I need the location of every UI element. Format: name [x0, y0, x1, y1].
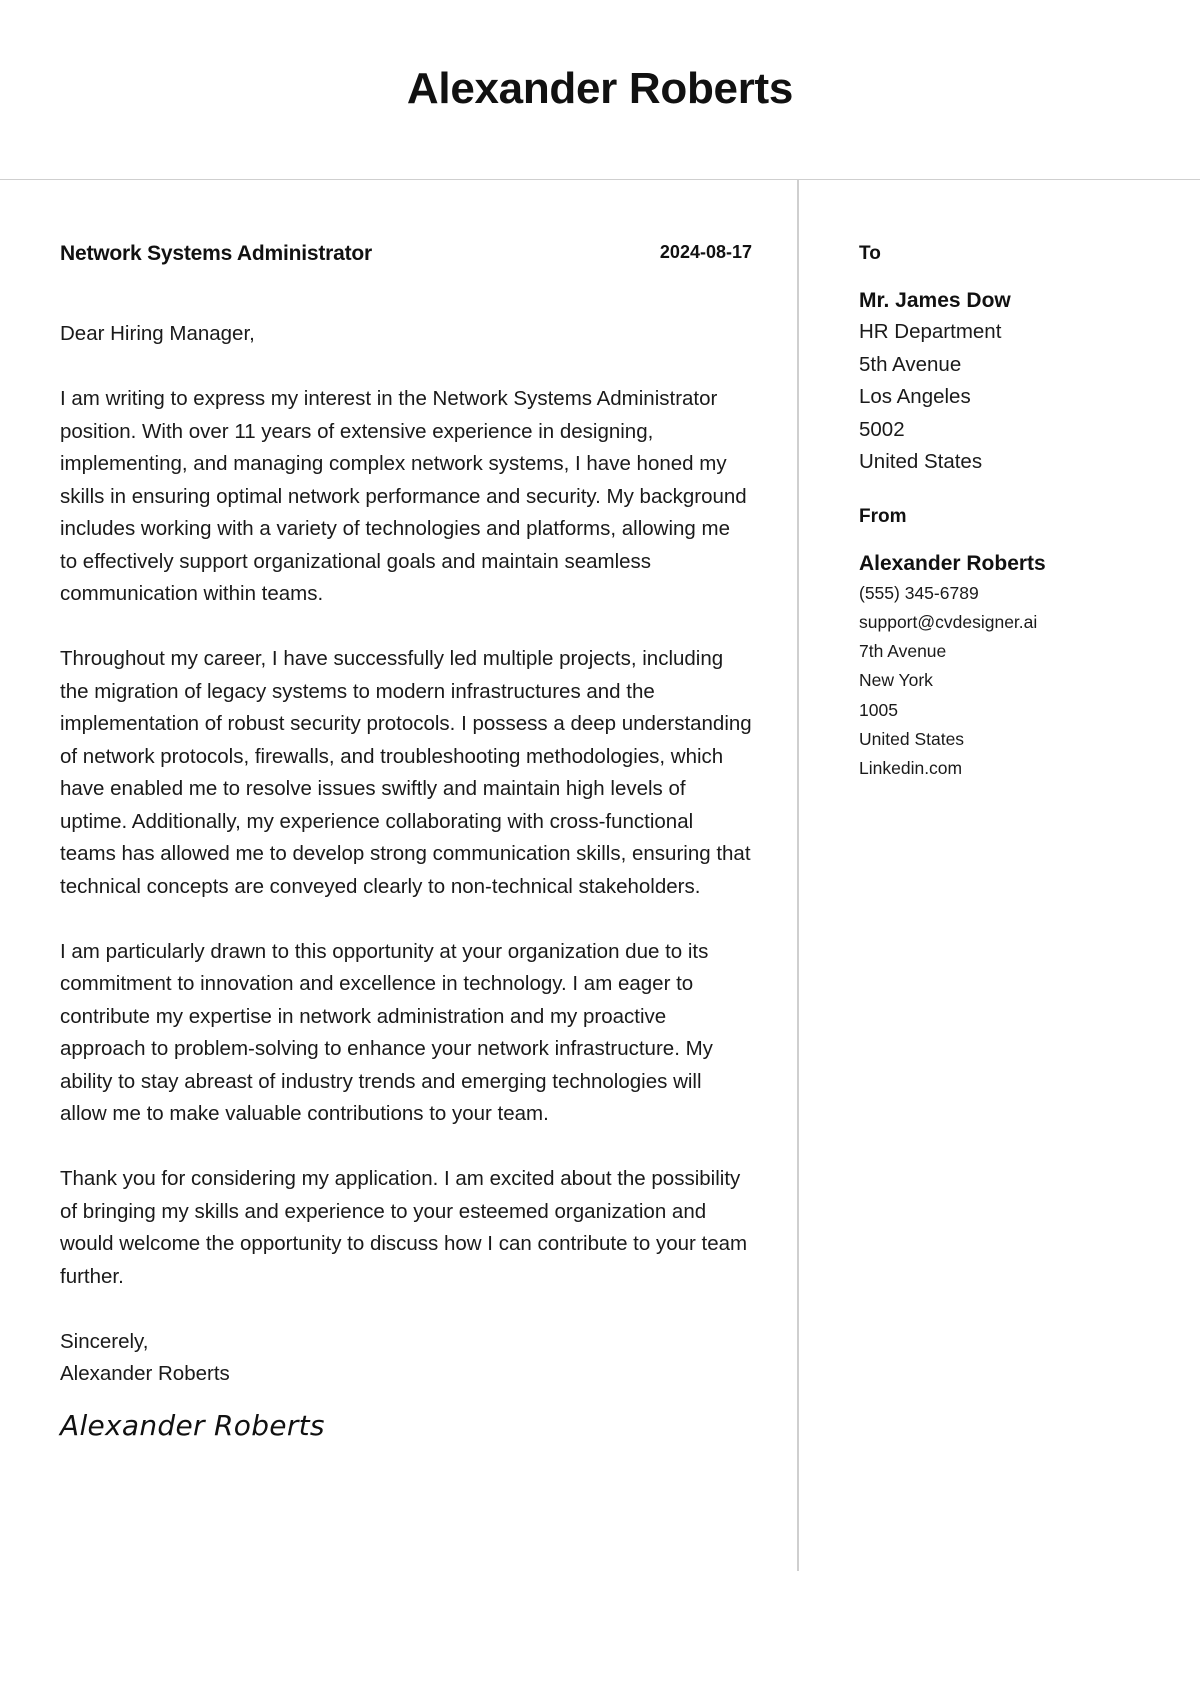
sender-street: 7th Avenue — [859, 641, 947, 662]
paragraph-1: I am writing to express my interest in the Network Systems Administrator position. With over 11 years of extensive experience in designing, implementing, and managing complex network systems, I have honed my skills in ensuring optimal network performance and security. My background includes working with a variety of technologies and platforms, allowing me to effectively support organizational goals and maintain seamless communication within teams. — [60, 387, 747, 605]
greeting: Dear Hiring Manager, — [60, 322, 255, 345]
paragraph-4: Thank you for considering my application. I am excited about the possibility of bringing my skills and experience to your esteemed organization and would welcome the opportunity to discuss how I can contribute to your team further. — [60, 1167, 748, 1288]
handwritten-signature: Alexander Roberts — [60, 1408, 325, 1442]
closing-name: Alexander Roberts — [60, 1362, 230, 1385]
recipient-city: Los Angeles — [859, 385, 971, 408]
recipient-zip: 5002 — [859, 417, 905, 441]
sender-email: support@cvdesigner.ai — [859, 611, 1038, 632]
sender-city: New York — [859, 670, 933, 691]
letter-body — [60, 242, 752, 1442]
paragraph-3: I am particularly drawn to this opportunity at your organization due to its commitment to innovation and excellence in technology. I am eager to contribute my expertise in network administration and my proactive approach to problem-solving to enhance your network infrastructure. My ability to stay abreast of industry trends and emerging technologies will allow me to make valuable contributions to your team. — [60, 939, 713, 1125]
paragraph-2: Throughout my career, I have successfully led multiple projects, including the migration of legacy systems to modern infrastructures and the implementation of robust security protocols. I possess a deep understanding of network protocols, firewalls, and troubleshooting methodologies, which have enabled me to resolve issues swiftly and maintain high levels of uptime. Additionally, my experience collaborating with cross-functional teams has allowed me to develop strong communication skills, ensuring that technical concepts are conveyed clearly to non-technical stakeholders. — [60, 647, 752, 898]
column-divider — [797, 180, 799, 1571]
letter-meta-row — [60, 242, 752, 270]
to-label: To — [859, 243, 881, 264]
from-label: From — [859, 505, 907, 527]
sender-zip: 1005 — [859, 699, 898, 720]
sender-phone: (555) 345-6789 — [859, 582, 979, 603]
sender-linkedin: Linkedin.com — [859, 758, 963, 779]
letter-date: 2024-08-17 — [659, 242, 752, 262]
recipient-country: United States — [859, 450, 983, 473]
job-title: Network Systems Administrator — [60, 242, 373, 265]
sender-country: United States — [859, 728, 965, 749]
applicant-name-heading: Alexander Roberts — [406, 64, 794, 113]
recipient-name: Mr. James Dow — [859, 289, 1011, 312]
recipient-street: 5th Avenue — [859, 352, 962, 376]
address-sidebar — [859, 242, 1179, 784]
sender-name: Alexander Roberts — [859, 551, 1046, 575]
page-header — [0, 0, 1200, 180]
recipient-department: HR Department — [859, 320, 1002, 343]
closing: Sincerely, — [60, 1329, 149, 1353]
